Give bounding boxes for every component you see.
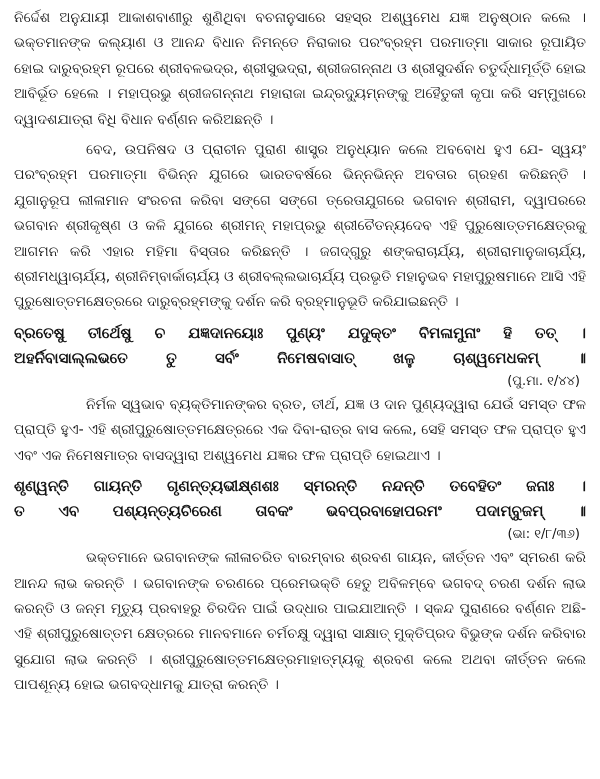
document-page: [14, 6, 586, 774]
verse-line: ଅହର୍ନିବାସାଲ୍ଲଭତେ ତୁ ସର୍ବଂ ନିମେଷବାସାତ୍ ଖଳୁ ଚାଶ୍ୱମେଧକମ୍ ॥: [14, 348, 586, 367]
verse-reference: (ପୁ.ମା. ୧/୪୪): [507, 373, 580, 389]
paragraph-vedas: ବେଦ, ଉପନିଷଦ ଓ ପ୍ରାଚୀନ ପୁରାଣ ଶାସ୍ତ୍ର ଅନୁଧ୍ୟାନ କଲେ ଅବବୋଧ ହୁଏ ଯେ- ସ୍ୱୟଂ ପରଂବ୍ରହ୍ମ ପରମାତ୍ମା ବିଭିନ୍ନ ଯୁଗରେ ଭାରତବର୍ଷରେ ଭିନ୍ନଭିନ୍ନ ଅବତାର ଗ୍ରହଣ କରିଛନ୍ତି । ଯୁଗାନୁରୂପ ଲୀଳାମାନ ସଂରଚନା କରିବା ସଙ୍ଗେ ସଙ୍ଗେ ତ୍ରେତାଯୁଗରେ ଭଗବାନ ଶ୍ରୀରାମ, ଦ୍ୱାପରରେ ଭଗବାନ ଶ୍ରୀକୃଷ୍ଣ ଓ କଳି ଯୁଗରେ ଶ୍ରୀମନ୍ ମହାପ୍ରଭୁ ଶ୍ରୀଚୈତନ୍ୟଦେବ ଏହି ପୁରୁଷୋତ୍ତମକ୍ଷେତ୍ରକୁ ଆଗମନ କରି ଏହାର ମହିମା ବିସ୍ତାର କରିଛନ୍ତି । ଜଗଦ୍‌ଗୁରୁ ଶଙ୍କରାଚାର୍ଯ୍ୟ, ଶ୍ରୀରାମାନୁଜାଚାର୍ଯ୍ୟ, ଶ୍ରୀମଧ୍ୱାଚାର୍ଯ୍ୟ, ଶ୍ରୀନିମ୍ବାର୍କାଚାର୍ଯ୍ୟ ଓ ଶ୍ରୀବଲ୍ଲଭାଚାର୍ଯ୍ୟ ପ୍ରଭୃତି ମହାନୁଭବ ମହାପୁରୁଷମାନେ ଆସି ଏହି ପୁରୁଷୋତ୍ତମକ୍ଷେତ୍ରରେ ଦାରୁବ୍ରହ୍ମଙ୍କୁ ଦର୍ଶନ କରି ବ୍ରହ୍ମାନୁଭୂତି କରିଯାଇଛନ୍ତି ।: [14, 142, 586, 311]
paragraph-nirmala: ନିର୍ମଳ ସ୍ୱଭାବ ବ୍ୟକ୍ତିମାନଙ୍କର ବ୍ରତ, ତୀର୍ଥ, ଯଜ୍ଞ ଓ ଦାନ ପୁଣ୍ୟଦ୍ୱାରା ଯେଉଁ ସମସ୍ତ ଫଳ ପ୍ରାପ୍ତି ହୁଏ- ଏହି ଶ୍ରୀପୁରୁଷୋତ୍ତମକ୍ଷେତ୍ରରେ ଏକ ଦିବା-ରାତ୍ର ବାସ କଲେ, ସେହି ସମସ୍ତ ଫଳ ପ୍ରାପ୍ତ ହୁଏ ଏବଂ ଏକ ନିମେଷମାତ୍ର ବାସଦ୍ୱାରା ଅଶ୍ୱମେଧ ଯଜ୍ଞର ଫଳ ପ୍ରାପ୍ତି ହୋଇଥାଏ ।: [14, 396, 586, 464]
verse-line: ଶୃଣ୍ୱନ୍ତି ଗାୟନ୍ତି ଗୃଣନ୍ତ୍ୟଭୀକ୍ଷ୍ଣଶଃ ସ୍ମରନ୍ତି ନନ୍ଦନ୍ତି ତବେହିତଂ ଜନାଃ ।: [14, 477, 586, 496]
verse-block-1: [14, 321, 586, 371]
verse-line: ବ୍ରତେଷୁ ତୀର୍ଥେଷୁ ଚ ଯଜ୍ଞଦାନୟୋଃ ପୁଣ୍ୟଂ ଯଦୁକ୍ତଂ ବିମଳାମୁନାଂ ହି ତତ୍ ।: [14, 323, 586, 342]
paragraph-ashvamedha: ନିର୍ଦ୍ଦେଶ ଅନୁଯାୟୀ ଆକାଶବାଣୀରୁ ଶୁଣିଥିବା ବଚନାନୁସାରେ ସହସ୍ର ଅଶ୍ୱମେଧ ଯଜ୍ଞ ଅନୁଷ୍ଠାନ କଲେ । ଭକ୍ତମାନଙ୍କ କଲ୍ୟାଣ ଓ ଆନନ୍ଦ ବିଧାନ ନିମନ୍ତେ ନିରାକାର ପରଂବ୍ରହ୍ମ ପରମାତ୍ମା ସାକାର ରୂପାୟିତ ହୋଇ ଦାରୁବ୍ରହ୍ମ ରୂପରେ ଶ୍ରୀବଳଭଦ୍ର, ଶ୍ରୀସୁଭଦ୍ରା, ଶ୍ରୀଜଗନ୍ନାଥ ଓ ଶ୍ରୀସୁଦର୍ଶନ ଚତୁର୍ଦ୍ଧାମୂର୍ତ୍ତି ହୋଇ ଆବିର୍ଭୂତ ହେଲେ । ମହାପ୍ରଭୁ ଶ୍ରୀଜଗନ୍ନାଥ ମହାରାଜା ଇନ୍ଦ୍ରଦ୍ୟୁମ୍ନଙ୍କୁ ଅହୈତୁକୀ କୃପା କରି ସମ୍ମୁଖରେ ଦ୍ୱାଦଶଯାତ୍ରା ବିଧି ବିଧାନ ବର୍ଣ୍ଣନ କରିଅଛନ୍ତି ।: [14, 10, 586, 128]
paragraph-devotees: ଭକ୍ତମାନେ ଭଗବାନଙ୍କ ଲୀଳାଚରିତ ବାରମ୍ବାର ଶ୍ରବଣ ଗାୟନ, କୀର୍ତ୍ତନ ଏବଂ ସ୍ମରଣ କରି ଆନନ୍ଦ ଲାଭ କରନ୍ତି । ଭଗବାନଙ୍କ ଚରଣରେ ପ୍ରେମଭକ୍ତି ହେତୁ ଅବିଳମ୍ବେ ଭଗବଦ୍ ଚରଣ ଦର୍ଶନ ଲାଭ କରନ୍ତି ଓ ଜନ୍ମ ମୃତ୍ୟୁ ପ୍ରବାହରୁ ଚିରଦିନ ପାଇଁ ଉଦ୍ଧାର ପାଇଯାଆନ୍ତି । ସ୍କନ୍ଦ ପୁରାଣରେ ବର୍ଣ୍ଣନ ଅଛି- ଏହି ଶ୍ରୀପୁରୁଷୋତ୍ତମ କ୍ଷେତ୍ରରେ ମାନବମାନେ ଚର୍ମଚକ୍ଷୁ ଦ୍ୱାରା ସାକ୍ଷାତ୍ ମୁକ୍ତିପ୍ରଦ ବିଭୁଙ୍କ ଦର୍ଶନ କରିବାର ସୁଯୋଗ ଲାଭ କରନ୍ତି । ଶ୍ରୀପୁରୁଷୋତ୍ତମକ୍ଷେତ୍ରମାହାତ୍ମ୍ୟକୁ ଶ୍ରବଣ କଲେ ଅଥବା କୀର୍ତ୍ତନ କଲେ ପାପଶୂନ୍ୟ ହୋଇ ଭଗବଦ୍‌ଧାମକୁ ଯାତ୍ରା କରନ୍ତି ।: [14, 550, 586, 694]
verse-reference: (ଭା: ୧/୮/୩୬): [507, 527, 580, 543]
verse-line: ତ ଏବ ପଶ୍ୟନ୍ତ୍ୟଚିରେଣ ତାବକଂ ଭବପ୍ରବାହୋପରମଂ ପଦାମ୍ବୁଜମ୍ ॥: [14, 502, 586, 521]
verse-block-2: [14, 474, 586, 524]
